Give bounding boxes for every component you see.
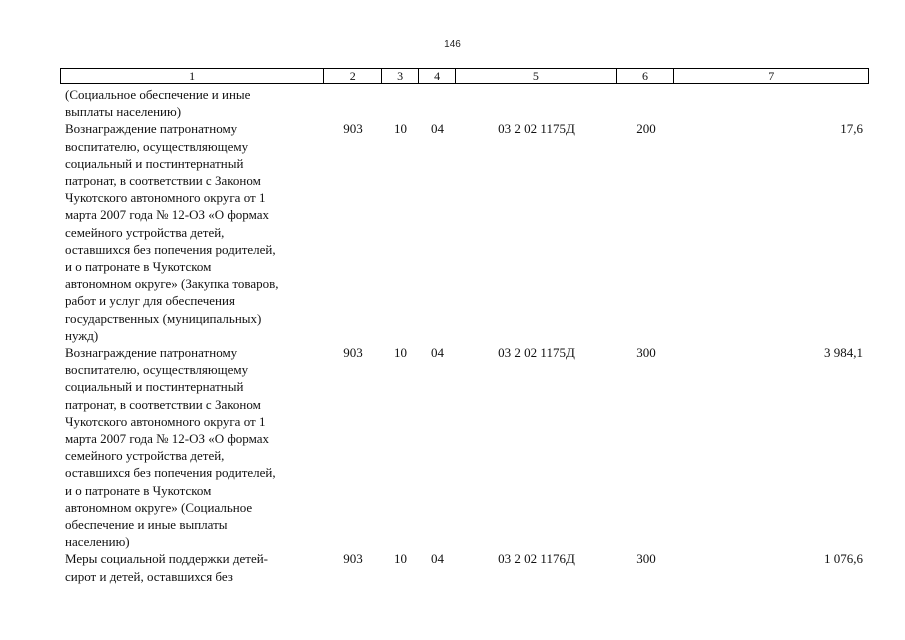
row-col-7 [675, 86, 869, 120]
row-col-4: 04 [431, 551, 444, 567]
row-col-6: 300 [636, 551, 656, 567]
row-name: Меры социальной поддержки детей- сирот и детей, оставшихся без [65, 551, 268, 584]
page-number: 146 [444, 39, 461, 50]
row-col-7: 17,6 [840, 121, 863, 137]
header-col-7: 7 [768, 69, 775, 83]
row-col-2: 903 [343, 551, 363, 567]
row-name: Вознаграждение патронатному воспитателю, осуществляющему социальный и постинтернатный патронат, в соответствии с Законом Чукотского автономного округа от 1 марта 2007 года № 12-ОЗ «О формах семейного устройства детей, оставшихся без попечения родителей, и о патронате в Чукотском автономном округе» (Закупка товаров, работ и услуг для обеспечения государственных (муниципальных) нужд) [65, 121, 279, 343]
table-header [60, 68, 869, 84]
row-col-2 [324, 86, 382, 120]
header-col-3: 3 [382, 69, 419, 83]
row-col-6: 200 [636, 121, 656, 137]
header-col-2: 2 [324, 69, 382, 83]
row-col-4 [419, 86, 456, 120]
table-row [60, 550, 869, 584]
row-col-3 [382, 86, 419, 120]
row-col-5: 03 2 02 1176Д [498, 551, 575, 567]
header-col-5: 5 [456, 69, 617, 83]
table-row [60, 344, 869, 550]
row-col-3: 10 [394, 551, 407, 567]
row-col-2: 903 [343, 345, 363, 361]
table-row [60, 120, 869, 344]
row-col-5: 03 2 02 1175Д [498, 121, 575, 137]
row-col-3: 10 [394, 345, 407, 361]
row-col-6: 300 [636, 345, 656, 361]
row-col-2: 903 [343, 121, 363, 137]
row-name: (Социальное обеспечение и иные выплаты населению) [65, 87, 251, 120]
table-body [60, 86, 869, 585]
row-col-7: 1 076,6 [824, 551, 863, 567]
row-col-4: 04 [431, 345, 444, 361]
row-col-7: 3 984,1 [824, 345, 863, 361]
row-col-5 [456, 86, 617, 120]
header-col-1: 1 [61, 69, 324, 83]
table-row [60, 86, 869, 120]
row-col-6 [617, 86, 675, 120]
header-col-4: 4 [419, 69, 456, 83]
row-col-5: 03 2 02 1175Д [498, 345, 575, 361]
row-col-3: 10 [394, 121, 407, 137]
row-name: Вознаграждение патронатному воспитателю, осуществляющему социальный и постинтернатный патронат, в соответствии с Законом Чукотского автономного округа от 1 марта 2007 года № 12-ОЗ «О формах семейного устройства детей, оставшихся без попечения родителей, и о патронате в Чукотском автономном округе» (Социальное обеспечение и иные выплаты населению) [65, 345, 276, 550]
row-col-4: 04 [431, 121, 444, 137]
header-col-6: 6 [617, 69, 675, 83]
